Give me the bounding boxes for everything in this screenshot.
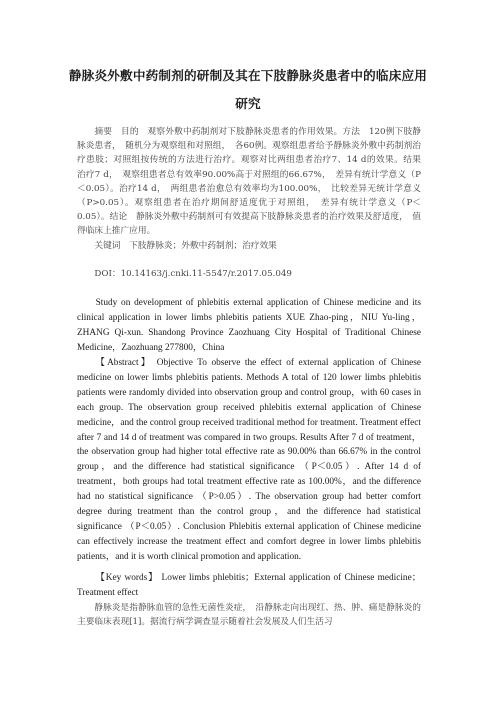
abstract-en: 【Abstract】 Objective To observe the effect of external application of Chinese medicine on lower limbs phlebitis patients. Methods A total of 120 lower limbs phlebitis patients were randomly divided into observation group and control group，with 60 cases in each group. The observation group received phlebitis external application of Chinese medicine，and the control group received traditional method for treatment. Treatment effect after 7 and 14 d of treatment was compared in two groups. Results After 7 d of treatment，the observation group had higher total effective rate as 90.00% than 66.67% in the control group，and the difference had statistical significance （P＜0.05）. After 14 d of treatment，both groups had total treatment effective rate as 100.00%，and the difference had no statistical significance （P>0.05）. The observation group had better comfort degree during treatment than the control group，and the difference had statistical significance （P＜0.05）. Conclusion Phlebitis external application of Chinese medicine can effectively increase the treatment effect and comfort degree in lower limbs phlebitis patients，and it is worth clinical promotion and application. xyxy=(77,358,421,562)
body-paragraph: 静脉炎是指静脉血管的急性无菌性炎症， 沿静脉走向出现红、热、肿、痛是静脉炎的主要临床表现[1]。据流行病学调查显示随着社会发展及人们生活习 xyxy=(77,603,421,628)
abstract-cn: 摘要 目的 观察外敷中药制剂对下肢静脉炎患者的作用效果。方法 120例下肢静脉炎患者， 随机分为观察组和对照组， 各60例。观察组患者给予静脉炎外敷中药制剂治疗患肢；对照组按传统的方法进行治疗。观察对比两组患者治疗7、14 d的效果。结果 治疗7 d， 观察组患者总有效率90.00%高于对照组的66.67%， 差异有统计学意义（P＜0.05）。治疗14 d， 两组患者治愈总有效率均为100.00%， 比较差异无统计学意义（P>0.05）。观察组患者在治疗期间舒适度优于对照组， 差异有统计学意义（P＜0.05）。结论 静脉炎外敷中药制剂可有效提高下肢静脉炎患者的治疗效果及舒适度， 值得临床上推广应用。 xyxy=(77,127,430,237)
paper-title: 静脉炎外敷中药制剂的研制及其在下肢静脉炎患者中的临床应用研究 xyxy=(68,68,428,111)
doi-line: DOI：10.14163/j.cnki.11-5547/r.2017.05.049 xyxy=(94,269,292,279)
english-title-block: Study on development of phlebitis external application of Chinese medicine and its clinical application in lower limbs phlebitis patients XUE Zhao-ping，NIU Yu-ling，ZHANG Qi-xun. Shandong Province Zaozhuang City Hospital of Traditional Chinese Medicine，Zaozhuang 277800，China xyxy=(77,298,421,353)
keywords-en: 【Key words】 Lower limbs phlebitis；External application of Chinese medicine；Treatment effect xyxy=(77,573,421,598)
keywords-cn: 关键词 下肢静脉炎；外敷中药制剂；治疗效果 xyxy=(94,241,277,251)
